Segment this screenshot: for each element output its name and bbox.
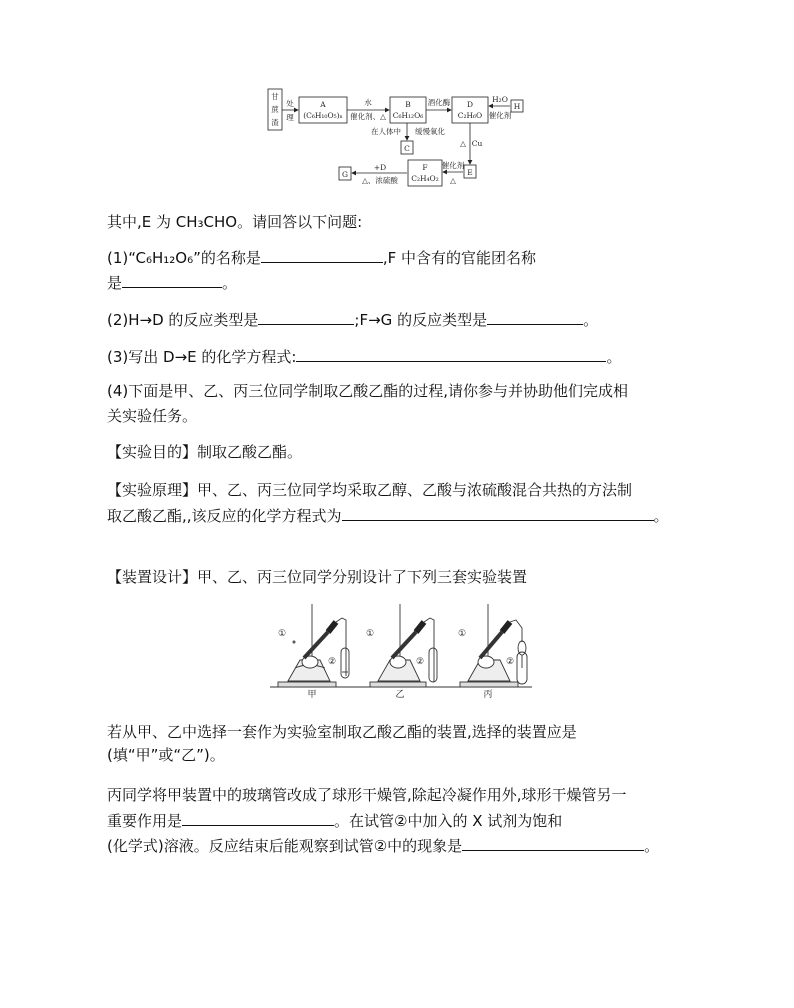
question-3-line: (3)写出 D→E 的化学方程式: 。 bbox=[107, 348, 622, 366]
marker-1-bing: ① bbox=[457, 629, 467, 639]
question-1-line-2: 是 。 bbox=[107, 274, 238, 292]
box-f-formula: C₂H₄O₂ bbox=[411, 174, 439, 183]
intro-line: 其中,E 为 CH₃CHO。请回答以下问题: bbox=[107, 213, 363, 231]
question-4-line-2: 关实验任务。 bbox=[107, 407, 198, 425]
apparatus-yi bbox=[370, 604, 437, 687]
selection-line-1: 若从甲、乙中选择一套作为实验室制取乙酸乙酯的装置,选择的装置应是 bbox=[107, 723, 577, 741]
arrow1-bottom-label: 理 bbox=[286, 113, 294, 122]
arrow2-bottom-label: 催化剂、△ bbox=[350, 112, 386, 121]
bing-line-1: 丙同学将甲装置中的玻璃管改成了球形干燥管,除起冷凝作用外,球形干燥管另一 bbox=[107, 786, 627, 804]
h-arrow-bottom-label: 催化剂 bbox=[488, 111, 512, 120]
fg-bottom-label: △、浓硫酸 bbox=[362, 176, 398, 185]
box-e-label: E bbox=[467, 168, 473, 177]
box-h-label: H bbox=[513, 102, 521, 111]
de-top-label: △ bbox=[460, 139, 466, 148]
marker-1-yi: ① bbox=[365, 629, 375, 639]
h-arrow-top-label: H₂O bbox=[492, 95, 508, 104]
arrow3-top-label: 酒化酶 bbox=[427, 98, 451, 107]
answer-blank-f-to-g-type[interactable] bbox=[487, 309, 583, 325]
box-f-letter: F bbox=[422, 163, 428, 172]
question-4-line-1: (4)下面是甲、乙、丙三位同学制取乙酸乙酯的过程,请你参与并协助他们完成相 bbox=[107, 382, 629, 400]
bing-line-3: (化学式)溶液。反应结束后能观察到试管②中的现象是 。 bbox=[107, 837, 660, 855]
apparatus-label-bing: 丙 bbox=[483, 690, 493, 700]
box-a-letter: A bbox=[320, 100, 326, 109]
arrow2-top-label: 水 bbox=[364, 98, 372, 107]
apparatus-label-yi: 乙 bbox=[395, 690, 405, 700]
answer-blank-esterification-equation[interactable] bbox=[342, 505, 654, 521]
bc-right-label: 缓慢氧化 bbox=[415, 127, 445, 136]
bc-left-label: 在人体中 bbox=[371, 127, 401, 136]
bing-line-2: 重要作用是 。在试管②中加入的 X 试剂为饱和 bbox=[107, 812, 563, 830]
answer-blank-glucose-name[interactable] bbox=[261, 247, 383, 263]
source-char-1: 甘 bbox=[271, 92, 279, 101]
synthesis-flowchart bbox=[262, 84, 542, 188]
ef-bottom-label: △ bbox=[450, 176, 456, 185]
question-1-line-1: (1)“C₆H₁₂O₆”的名称是 ,F 中含有的官能团名称 bbox=[107, 249, 537, 267]
marker-1-jia: ① bbox=[277, 629, 287, 639]
answer-blank-h-to-d-type[interactable] bbox=[258, 309, 354, 325]
box-c-label: C bbox=[404, 144, 410, 153]
box-d-letter: D bbox=[466, 100, 474, 109]
experiment-principle-line-2: 取乙酸乙酯,,该反应的化学方程式为 。 bbox=[107, 507, 669, 525]
ef-top-label: 催化剂 bbox=[441, 161, 465, 170]
de-right-label: Cu bbox=[471, 139, 483, 148]
apparatus-label-jia: 甲 bbox=[307, 690, 317, 700]
apparatus-design-line: 【装置设计】甲、乙、丙三位同学分别设计了下列三套实验装置 bbox=[107, 568, 528, 586]
apparatus-bing bbox=[457, 604, 527, 687]
fg-top-label: +D bbox=[373, 163, 387, 172]
box-a-formula: (C₆H₁₀O₅)ₙ bbox=[303, 111, 343, 120]
answer-blank-drying-tube-role[interactable] bbox=[182, 810, 334, 826]
answer-blank-d-to-e-equation[interactable] bbox=[296, 346, 606, 362]
question-2-line: (2)H→D 的反应类型是 ;F→G 的反应类型是 。 bbox=[107, 311, 599, 329]
apparatus-figure bbox=[270, 598, 546, 700]
box-b-formula: C₆H₁₂O₆ bbox=[392, 111, 424, 120]
source-char-2: 蔗 bbox=[271, 105, 279, 114]
box-g-label: G bbox=[342, 170, 348, 179]
answer-blank-functional-group[interactable] bbox=[122, 272, 222, 288]
marker-2-yi: ② bbox=[415, 657, 425, 667]
arrow1-top-label: 处 bbox=[286, 99, 294, 108]
marker-2-bing: ② bbox=[505, 657, 515, 667]
box-d-formula: C₂H₆O bbox=[457, 111, 483, 120]
experiment-principle-line-1: 【实验原理】甲、乙、丙三位同学均采取乙醇、乙酸与浓硫酸混合共热的方法制 bbox=[107, 481, 633, 499]
experiment-aim: 【实验目的】制取乙酸乙酯。 bbox=[107, 443, 303, 461]
apparatus-jia bbox=[278, 604, 349, 687]
box-b-letter: B bbox=[405, 100, 411, 109]
answer-blank-observed-phenomenon[interactable] bbox=[462, 835, 644, 851]
source-char-3: 渣 bbox=[271, 118, 279, 127]
marker-2-jia: ② bbox=[327, 657, 337, 667]
selection-line-2: (填“甲”或“乙”)。 bbox=[107, 746, 225, 764]
